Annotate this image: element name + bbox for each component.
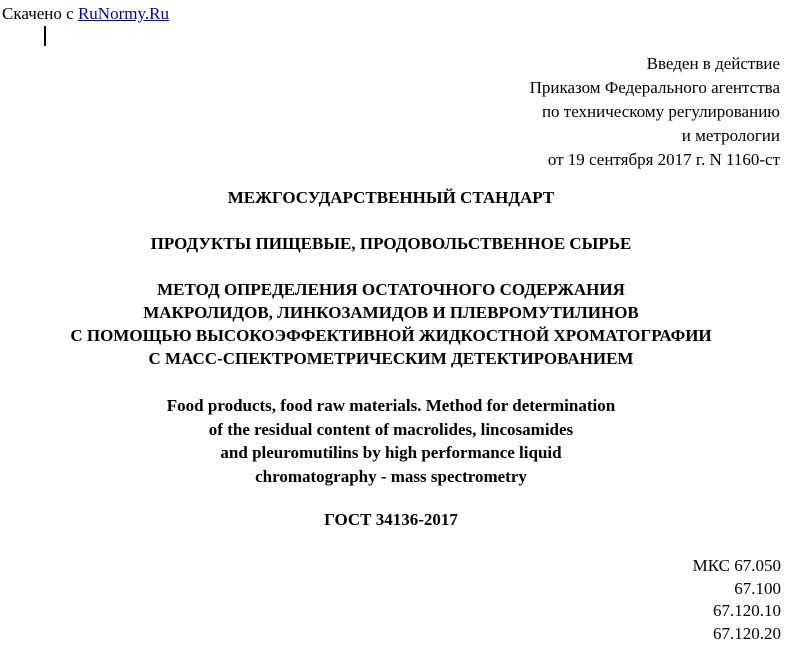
products-heading — [0, 232, 782, 255]
standard-type-heading — [0, 186, 782, 209]
english-title-line: Food products, food raw materials. Method for determination — [0, 394, 782, 418]
classification-code: МКС 67.050 — [693, 555, 781, 578]
english-title-line: and pleuromutilins by high performance liquid — [0, 441, 782, 465]
enactment-line: Приказом Федерального агентства — [530, 76, 780, 100]
standard-type: МЕЖГОСУДАРСТВЕННЫЙ СТАНДАРТ — [0, 186, 782, 209]
enactment-line: по техническому регулированию — [530, 100, 780, 124]
classification-code: 67.120.10 — [693, 600, 781, 623]
method-title — [0, 278, 782, 370]
enactment-line: от 19 сентября 2017 г. N 1160-ст — [530, 148, 780, 172]
source-prefix: Скачено с — [2, 4, 74, 23]
english-title — [0, 394, 782, 488]
method-title-line: С МАСС-СПЕКТРОМЕТРИЧЕСКИМ ДЕТЕКТИРОВАНИЕМ — [0, 347, 782, 370]
enactment-note — [530, 52, 780, 172]
method-title-line: МАКРОЛИДОВ, ЛИНКОЗАМИДОВ И ПЛЕВРОМУТИЛИНОВ — [0, 301, 782, 324]
classification-code: 67.100 — [693, 578, 781, 601]
gost-number: ГОСТ 34136-2017 — [0, 508, 782, 531]
text-cursor — [44, 26, 46, 46]
enactment-line: и метрологии — [530, 124, 780, 148]
classification-codes — [693, 555, 781, 645]
method-title-line: С ПОМОЩЬЮ ВЫСОКОЭФФЕКТИВНОЙ ЖИДКОСТНОЙ ХРОМАТОГРАФИИ — [0, 324, 782, 347]
source-link[interactable]: RuNormy.Ru — [78, 4, 169, 23]
gost-number-heading — [0, 508, 782, 531]
enactment-line: Введен в действие — [530, 52, 780, 76]
source-line — [2, 4, 169, 24]
products-title: ПРОДУКТЫ ПИЩЕВЫЕ, ПРОДОВОЛЬСТВЕННОЕ СЫРЬЕ — [0, 232, 782, 255]
method-title-line: МЕТОД ОПРЕДЕЛЕНИЯ ОСТАТОЧНОГО СОДЕРЖАНИЯ — [0, 278, 782, 301]
english-title-line: of the residual content of macrolides, lincosamides — [0, 418, 782, 442]
english-title-line: chromatography - mass spectrometry — [0, 465, 782, 489]
classification-code: 67.120.20 — [693, 623, 781, 645]
